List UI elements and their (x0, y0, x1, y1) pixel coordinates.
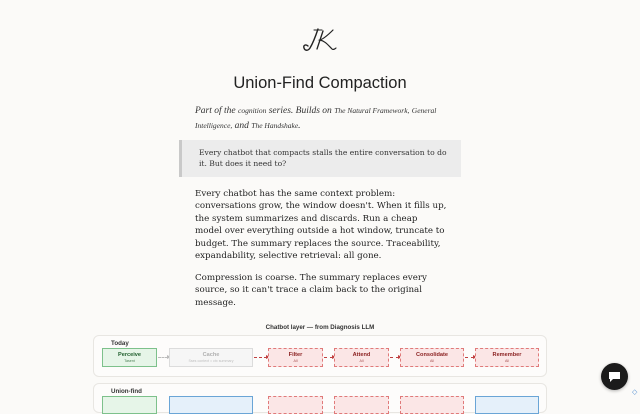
series-note (195, 104, 465, 133)
stage-perceive (102, 348, 157, 367)
arrow-connector (254, 357, 267, 358)
stage-name: Consolidate (415, 352, 448, 358)
lane-today (93, 335, 547, 377)
arrow-connector (390, 357, 399, 358)
lane-label-today: Today (111, 340, 129, 347)
jk-signature-logo[interactable] (300, 27, 338, 53)
stage-sub: All (293, 359, 298, 363)
stage-consolidate (400, 396, 464, 414)
stage-sub: Sses context = ctx summary (188, 359, 234, 363)
stage-attend (334, 348, 389, 367)
stage-name: Cache (202, 352, 220, 358)
stage-filter (268, 396, 323, 414)
diagram-caption: Chatbot layer — from Diagnosis LLM (265, 324, 375, 331)
link-natural-framework[interactable]: The Natural Framework, (334, 106, 410, 115)
page-title: Union-Find Compaction (233, 74, 407, 92)
stage-name: Perceive (117, 352, 142, 358)
link-general-intelligence[interactable]: General Intelligence, (195, 106, 437, 130)
stage-name: Remember (492, 352, 522, 358)
callout-quote: Every chatbot that compacts stalls the entire conversation to do it. But does it need to? (179, 140, 461, 177)
chat-button[interactable] (601, 363, 628, 390)
stage-remember (475, 396, 539, 414)
stage-filter (268, 348, 323, 367)
stage-attend (334, 396, 389, 414)
body-paragraph-1: Every chatbot has the same context problem: conversations grow, the window doesn't. When it fills up, the system summarizes and discards. Run a cheap model over everything outside a hot window, truncate to budget. The summary replaces the source. Traceability, expandability, selective retrieval: all gone. (195, 189, 447, 262)
stage-cache (169, 396, 253, 414)
body-paragraph-2: Compression is coarse. The summary replaces every source, so it can't trace a claim back to the original message. (195, 273, 427, 308)
series-and: and (234, 120, 249, 131)
stage-sub: All (430, 359, 434, 363)
chat-bubble-icon (608, 371, 621, 383)
series-end: . (298, 120, 301, 131)
arrow-connector (324, 357, 333, 358)
corner-marker-icon: ◇ (632, 388, 638, 396)
stage-sub: All (505, 359, 509, 363)
stage-consolidate (400, 348, 464, 367)
lane-union-find (93, 383, 547, 413)
arrow-connector (158, 357, 168, 358)
series-link-cognition[interactable]: cognition (238, 106, 267, 115)
arrow-connector (465, 357, 474, 358)
stage-cache (169, 348, 253, 367)
stage-sub: Tasent (124, 359, 135, 363)
stage-perceive (102, 396, 157, 414)
lane-label-union-find: Union-find (111, 388, 142, 395)
stage-sub: All (359, 359, 364, 363)
stage-name: Attend (352, 352, 371, 358)
stage-name: Filter (288, 352, 303, 358)
series-mid: series. Builds on (268, 106, 332, 116)
series-lead: Part of the (195, 106, 236, 116)
stage-remember (475, 348, 539, 367)
link-the-handshake[interactable]: The Handshake (251, 120, 299, 130)
